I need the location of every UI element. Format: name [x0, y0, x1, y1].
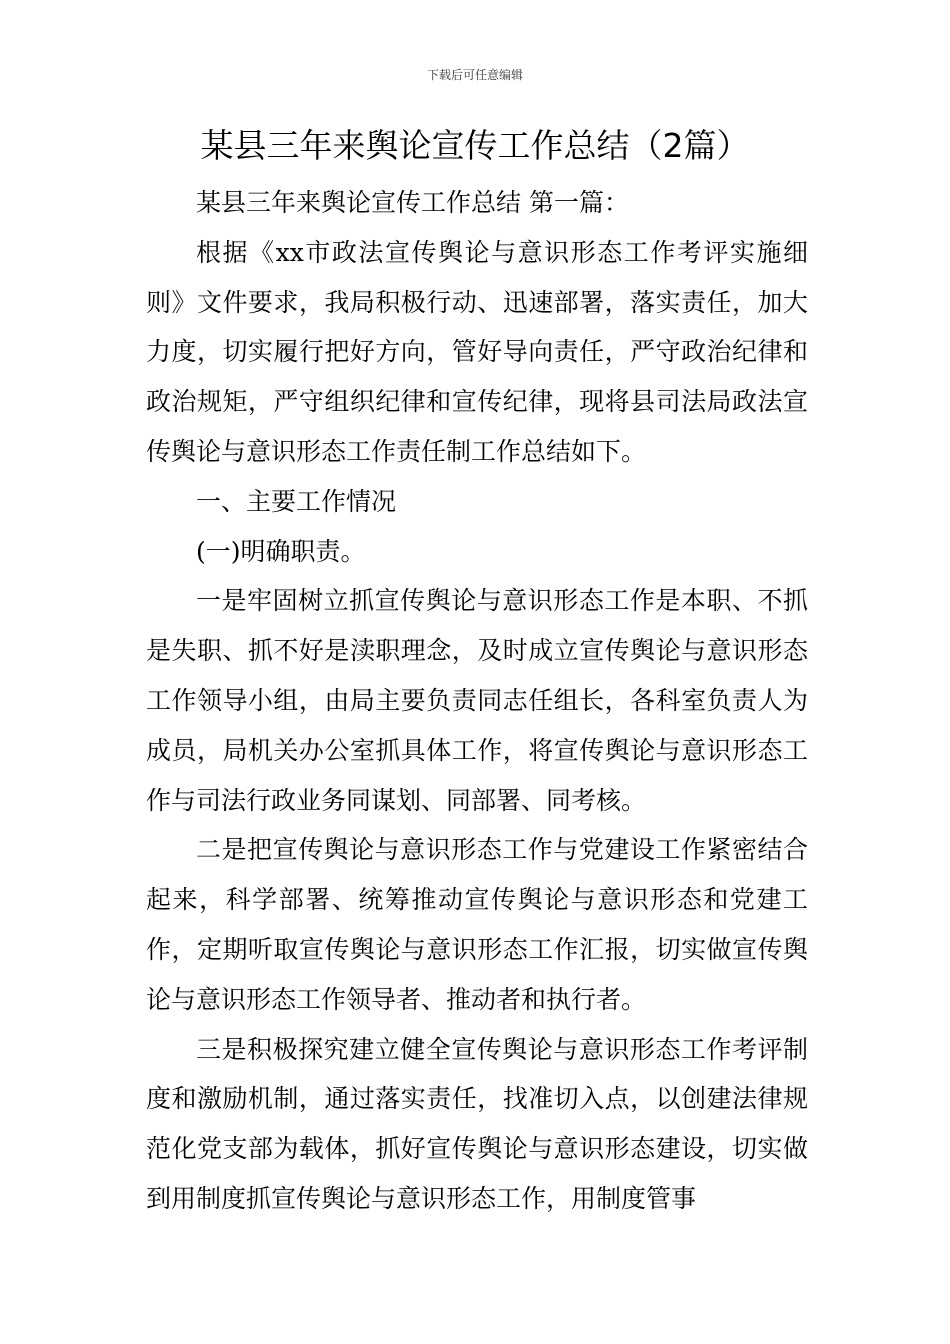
paragraph-point-one: 一是牢固树立抓宣传舆论与意识形态工作是本职、不抓是失职、抓不好是渎职理念，及时成立宣传舆论与意识形态工作领导小组，由局主要负责同志任组长，各科室负责人为成员，局机关办公室抓具体工作，将宣传舆论与意识形态工作与司法行政业务同谋划、同部署、同考核。 [146, 586, 808, 815]
paragraph-intro: 根据《xx市政法宣传舆论与意识形态工作考评实施细则》文件要求，我局积极行动、迅速部署，落实责任，加大力度，切实履行把好方向，管好导向责任，严守政治纪律和政治规矩，严守组织纪律和宣传纪律，现将县司法局政法宣传舆论与意识形态工作责任制工作总结如下。 [146, 237, 808, 466]
paragraph-point-three: 三是积极探究建立健全宣传舆论与意识形态工作考评制度和激励机制，通过落实责任，找准切入点，以创建法律规范化党支部为载体，抓好宣传舆论与意识形态建设，切实做到用制度抓宣传舆论与意识形态工作，用制度管事 [146, 1034, 808, 1213]
subsection-heading: (一)明确职责。 [196, 536, 366, 566]
document-body [146, 178, 808, 1224]
header-note: 下载后可任意编辑 [426, 68, 523, 82]
document-title: 某县三年来舆论宣传工作总结（2篇） [200, 126, 750, 165]
paragraph-subtitle: 某县三年来舆论宣传工作总结 第一篇： [196, 188, 629, 217]
section-heading: 一、主要工作情况 [196, 486, 397, 516]
paragraph-point-two: 二是把宣传舆论与意识形态工作与党建设工作紧密结合起来，科学部署、统筹推动宣传舆论与意识形态和党建工作，定期听取宣传舆论与意识形态工作汇报，切实做宣传舆论与意识形态工作领导者、推动者和执行者。 [146, 835, 808, 1014]
